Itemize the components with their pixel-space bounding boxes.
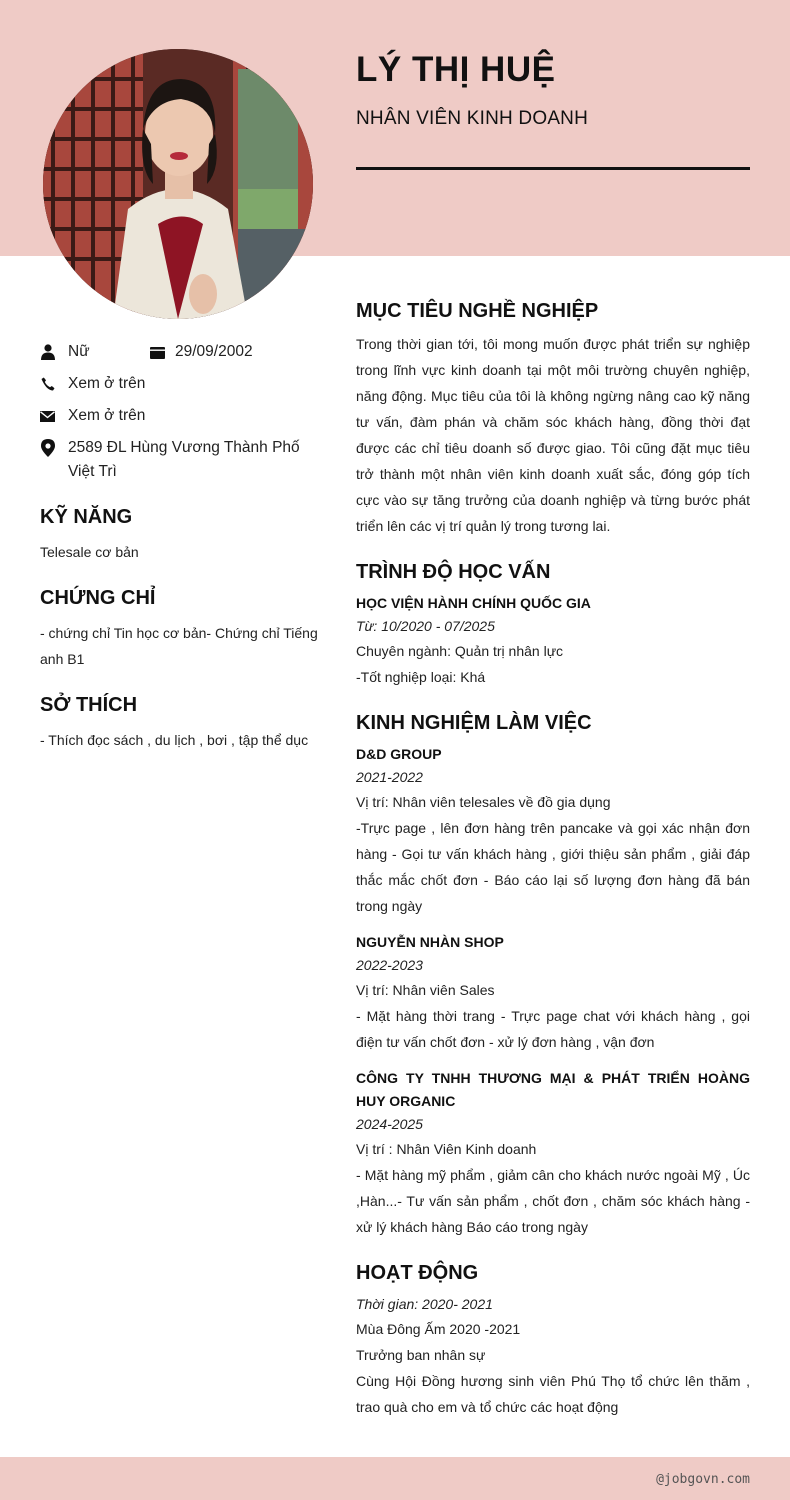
school-name: HỌC VIỆN HÀNH CHÍNH QUỐC GIA (356, 595, 591, 611)
gender-item (40, 340, 150, 364)
birthday-item (150, 340, 253, 364)
job-company: CÔNG TY TNHH THƯƠNG MẠI & PHÁT TRIỂN HOÀNG HUY ORGANIC (356, 1070, 750, 1109)
job-position: Vị trí : Nhân Viên Kinh doanh (356, 1141, 537, 1157)
photo-illustration (43, 49, 313, 319)
profile-photo (43, 49, 313, 319)
experience-heading: KINH NGHIỆM LÀM VIỆC (356, 712, 592, 734)
hobbies-text: - Thích đọc sách , du lịch , bơi , tập thể dục (40, 732, 309, 748)
calendar-icon (150, 340, 165, 364)
location-pin-icon (40, 436, 55, 460)
birthday-text: 29/09/2002 (175, 343, 253, 360)
job-period: 2024-2025 (356, 1116, 423, 1132)
education-period: Từ: 10/2020 - 07/2025 (356, 618, 495, 634)
objective-heading: MỤC TIÊU NGHỀ NGHIỆP (356, 300, 599, 322)
header-divider (356, 167, 750, 170)
education-section (356, 561, 750, 690)
education-grade: -Tốt nghiệp loại: Khá (356, 669, 486, 685)
right-column (356, 300, 750, 1420)
candidate-name: LÝ THỊ HUỆ (356, 50, 556, 89)
job-entry (356, 931, 750, 1055)
activity-description: Cùng Hội Đồng hương sinh viên Phú Thọ tổ chức lên thăm , trao quà cho em và tổ chức các hoạt động (356, 1373, 750, 1415)
skills-text: Telesale cơ bản (40, 544, 139, 560)
email-text: Xem ở trên (68, 407, 146, 424)
phone-text: Xem ở trên (68, 375, 146, 392)
objective-text: Trong thời gian tới, tôi mong muốn được phát triển sự nghiệp trong lĩnh vực kinh doanh tại một môi trường chuyên nghiệp, năng động. Mục tiêu của tôi là không ngừng nâng cao kỹ năng tư vấn, đàm phán và chăm sóc khách hàng, đồng thời đạt được các chỉ tiêu doanh số được giao. Tôi cũng đặt mục tiêu trở thành một nhân viên kinh doanh xuất sắc, đóng góp tích cực vào sự tăng trưởng của doanh nghiệp và từng bước phát triển lên các vị trí quản lý trong tương lai. (356, 336, 750, 534)
job-company: D&D GROUP (356, 746, 442, 762)
gender-birthday-row (40, 340, 325, 364)
hobbies-heading: SỞ THÍCH (40, 694, 138, 716)
activities-section (356, 1262, 750, 1420)
experience-section (356, 712, 750, 1240)
mail-icon (40, 404, 55, 428)
activity-role: Trưởng ban nhân sự (356, 1347, 486, 1363)
skills-heading: KỸ NĂNG (40, 506, 133, 528)
address-text: 2589 ĐL Hùng Vương Thành Phố Việt Trì (68, 439, 300, 480)
certificates-heading: CHỨNG CHỈ (40, 587, 156, 609)
job-position: Vị trí: Nhân viên Sales (356, 982, 495, 998)
email-row (40, 404, 325, 428)
job-period: 2021-2022 (356, 769, 423, 785)
job-description: - Mặt hàng thời trang - Trực page chat với khách hàng , gọi điện tư vấn chốt đơn - xử lý đơn hàng , vận đơn (356, 1008, 750, 1050)
job-description: - Mặt hàng mỹ phẩm , giảm cân cho khách nước ngoài Mỹ , Úc ,Hàn...- Tư vấn sản phẩm , chốt đơn , chăm sóc khách hàng - xử lý khách hàng Báo cáo trong ngày (356, 1167, 750, 1235)
job-position: Vị trí: Nhân viên telesales về đồ gia dụng (356, 794, 611, 810)
phone-icon (40, 372, 55, 396)
education-major: Chuyên ngành: Quản trị nhân lực (356, 643, 564, 659)
gender-text: Nữ (68, 343, 90, 360)
job-description: -Trực page , lên đơn hàng trên pancake và gọi xác nhận đơn hàng - Gọi tư vấn khách hàng , giới thiệu sản phẩm , giải đáp thắc mắc chốt đơn - Báo cáo lại số lượng đơn hàng đã bán trong ngày (356, 820, 750, 914)
activity-event: Mùa Đông Ấm 2020 -2021 (356, 1321, 521, 1337)
activity-period: Thời gian: 2020- 2021 (356, 1296, 493, 1312)
job-entry (356, 1067, 750, 1240)
address-row (40, 436, 325, 484)
job-company: NGUYỄN NHÀN SHOP (356, 934, 504, 950)
person-icon (40, 340, 55, 364)
left-column (40, 340, 325, 753)
certificates-text: - chứng chỉ Tin học cơ bản- Chứng chỉ Tiếng anh B1 (40, 625, 318, 667)
education-heading: TRÌNH ĐỘ HỌC VẤN (356, 561, 551, 583)
candidate-title: NHÂN VIÊN KINH DOANH (356, 108, 589, 129)
footer-watermark: @jobgovn.com (656, 1472, 750, 1487)
job-entry (356, 743, 750, 919)
activities-heading: HOẠT ĐỘNG (356, 1262, 479, 1284)
phone-row (40, 372, 325, 396)
job-period: 2022-2023 (356, 957, 423, 973)
